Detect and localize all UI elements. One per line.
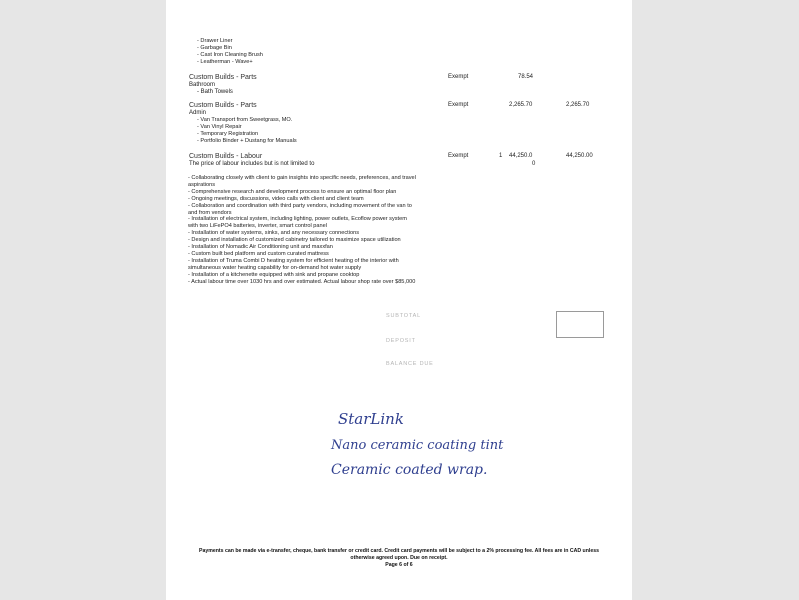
- line-item-qty: 1: [499, 153, 503, 159]
- line-item-rate-cont: 0: [532, 161, 536, 167]
- subtotal-label: SUBTOTAL: [386, 313, 421, 319]
- labour-line: simultaneous water heating capability for on-demand hot water supply: [188, 264, 362, 271]
- labour-line: - Collaboration and coordination with third party vendors, including movement of the van to: [188, 202, 412, 209]
- labour-line: - Custom built bed platform and custom curated mattress: [188, 250, 329, 257]
- labour-line: and from vendors: [188, 209, 232, 216]
- line-item-detail: - Bath Towels: [197, 89, 233, 95]
- line-item-rate: 78.54: [518, 74, 534, 80]
- labour-line: - Installation of water systems, sinks, and any necessary connections: [188, 230, 359, 237]
- list-item: - Drawer Liner: [197, 38, 233, 44]
- line-item-amount: 44,250.00: [566, 153, 593, 159]
- labour-line: - Installation of Truma Combi D heating system for efficient heating of the interior with: [188, 257, 399, 264]
- line-item-details: [197, 117, 297, 145]
- labour-line: - Comprehensive research and development process to ensure an optimal floor plan: [188, 188, 397, 195]
- line-item-tax: Exempt: [448, 74, 469, 80]
- line-item-title: Custom Builds - Parts: [189, 102, 257, 109]
- line-item-subtitle: Admin: [189, 110, 207, 116]
- labour-line: - Installation of Nomadic Air Conditioning unit and maxxfan: [188, 244, 333, 251]
- labour-line: with two LiFePO4 batteries, inverter, smart control panel: [188, 223, 327, 230]
- labour-line: - Actual labour time over 1030 hrs and over estimated. Actual labour shop rate over $85,000: [188, 278, 416, 285]
- invoice-page: [166, 0, 632, 600]
- handwritten-note: Ceramic coated wrap.: [331, 462, 488, 478]
- labour-line: - Installation of electrical system, including lighting, power outlets, Ecoflow power system: [188, 216, 407, 223]
- line-item-rate: 2,265.70: [509, 102, 533, 108]
- payment-terms-cont: otherwise agreed upon. Due on receipt.: [350, 555, 448, 561]
- handwritten-note: StarLink: [338, 410, 404, 428]
- list-item: - Portfolio Binder + Dustang for Manuals: [197, 137, 297, 144]
- line-item-amount: 2,265.70: [566, 102, 590, 108]
- list-item: - Van Transport from Sweetgrass, MO.: [197, 117, 293, 123]
- deposit-label: DEPOSIT: [386, 338, 416, 344]
- line-item-tax: Exempt: [448, 102, 469, 108]
- labour-line: - Collaborating closely with client to gain insights into specific needs, preferences, and travel: [188, 175, 416, 181]
- subtotal-value-box: [556, 311, 604, 338]
- labour-line: - Design and installation of customized cabinetry tailored to maximize space utilization: [188, 237, 401, 244]
- balance-due-label: BALANCE DUE: [386, 361, 434, 367]
- page-number: Page 6 of 6: [385, 562, 413, 568]
- labour-description: [188, 175, 416, 286]
- payment-terms: Payments can be made via e-transfer, cheque, bank transfer or credit card. Credit card payments will be subject to a 2% processing fee. All fees are in CAD unless: [199, 548, 599, 554]
- labour-line: aspirations: [188, 181, 216, 188]
- handwritten-note: Nano ceramic coating tint: [331, 438, 504, 453]
- list-item: - Cast Iron Cleaning Brush: [197, 51, 263, 58]
- line-item-subtitle: Bathroom: [189, 82, 216, 88]
- labour-line: - Ongoing meetings, discussions, video calls with client and client team: [188, 195, 364, 202]
- list-item: - Garbage Bin: [197, 44, 232, 51]
- labour-line: - Installation of a kitchenette equipped with sink and propane cooktop: [188, 271, 360, 278]
- line-item-subtitle: The price of labour includes but is not limited to: [189, 161, 315, 167]
- line-item-tax: Exempt: [448, 153, 469, 159]
- line-item-rate: 44,250.0: [509, 153, 533, 159]
- top-item-list: [197, 38, 263, 66]
- list-item: - Temporary Registration: [197, 130, 259, 137]
- line-item-title: Custom Builds - Labour: [189, 153, 263, 160]
- list-item: - Leatherman - Wave+: [197, 58, 253, 65]
- line-item-title: Custom Builds - Parts: [189, 74, 257, 81]
- list-item: - Van Vinyl Repair: [197, 123, 242, 130]
